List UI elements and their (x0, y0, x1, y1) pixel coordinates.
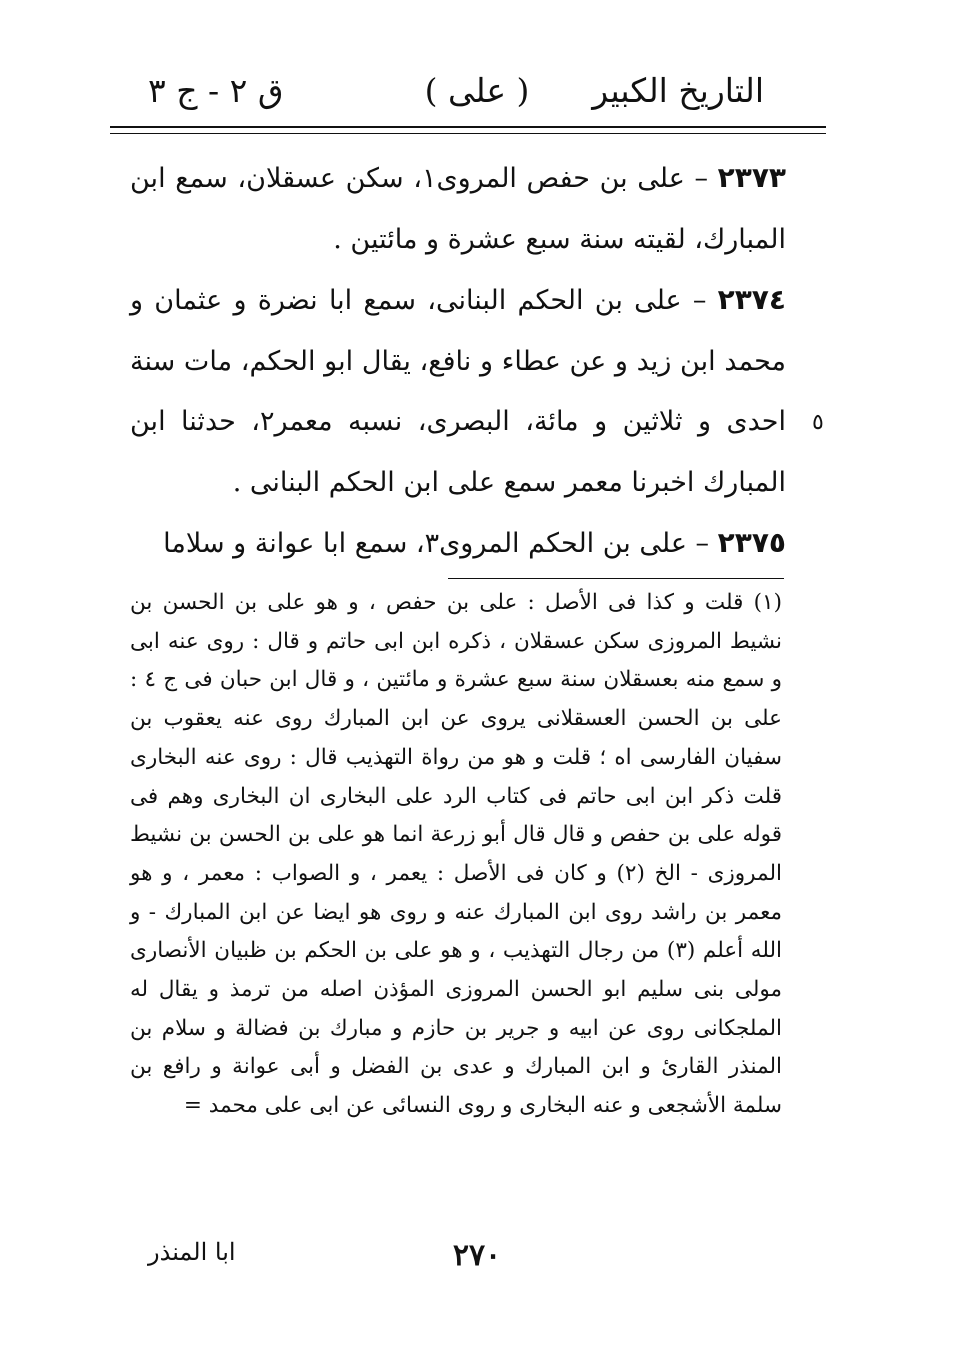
entry-text: – على بن حفص المروى١، سكن عسقلان، سمع ابن المبارك، لقيته سنة سبع عشرة و مائتين . (130, 163, 786, 255)
entry (130, 513, 786, 575)
margin-line-number: ٥ (812, 410, 824, 435)
footnote-rule (448, 578, 784, 579)
header-rule-thin (110, 133, 826, 134)
entry-number: ٢٣٧٥ (717, 526, 786, 559)
main-text (130, 148, 786, 575)
entry (130, 148, 786, 270)
volume-label: ق ٢ - ج ٣ (148, 71, 284, 110)
footnotes (130, 584, 782, 1126)
entry-text: – على بن الحكم البنانى، سمع ابا نضرة و عثمان و محمد ابن زيد و عن عطاء و نافع، يقال ابو الحكم، مات سنة احدى و ثلاثين و مائة، البصرى، نسبه معمر٢، حدثنا ابن المبارك اخبرنا معمر سمع على ابن الحكم البنانى . (130, 285, 787, 498)
footnote-text: (١) قلت و كذا فى الأصل : على بن حفص ، و هو على بن الحسن بن نشيط المروزى سكن عسقلان ، ذكره ابن ابى حاتم و قال : روى عنه ابى و سمع منه بعسقلان سنة سبع عشرة و مائتين ، و قال ابن حبان فى ج ٤ : على بن الحسن العسقلانى يروى عن ابن المبارك روى عنه يعقوب بن سفيان الفارسى اه ؛ قلت و هو من رواة التهذيب قال : روى عنه البخارى قلت ذكر ابن ابى حاتم فى كتاب الرد على البخارى ان البخارى وهم فى قوله على بن حفص و قال قال أبو زرعة انما هو على بن الحسن بن نشيط المروزى - الخ (٢) و كان فى الأصل : يعمر ، و الصواب : معمر ، و هو معمر بن راشد روى ابن المبارك عنه و روى هو ايضا عن ابن المبارك - و الله أعلم (٣) من رجال التهذيب ، و هو على بن الحكم بن ظبيان الأنصارى مولى بنى سليم ابو الحسن المروزى المؤذن اصله من ترمذ و يقال له الملجكانى روى عن ابيه و جرير بن حازم و مبارك بن فضالة و سلام بن المنذر القارئ و ابن المبارك و عدى بن الفضل و أبى عوانة و رافع بن سلمة الأشجعى و عنه البخارى و روى النسائى عن ابى على محمد = (130, 590, 783, 1119)
catchword: ابا المنذر (148, 1238, 236, 1266)
entry-text: – على بن الحكم المروى٣، سمع ابا عوانة و سلاما (163, 528, 710, 559)
running-title: التاريخ الكبير (592, 71, 764, 110)
entry (130, 270, 786, 513)
entry-number: ٢٣٧٤ (717, 283, 786, 316)
header-rule-thick (110, 126, 826, 128)
page-number: ٢٧٠ (452, 1238, 502, 1273)
section-heading: ( على ) (424, 71, 530, 110)
entry-number: ٢٣٧٣ (717, 161, 786, 194)
